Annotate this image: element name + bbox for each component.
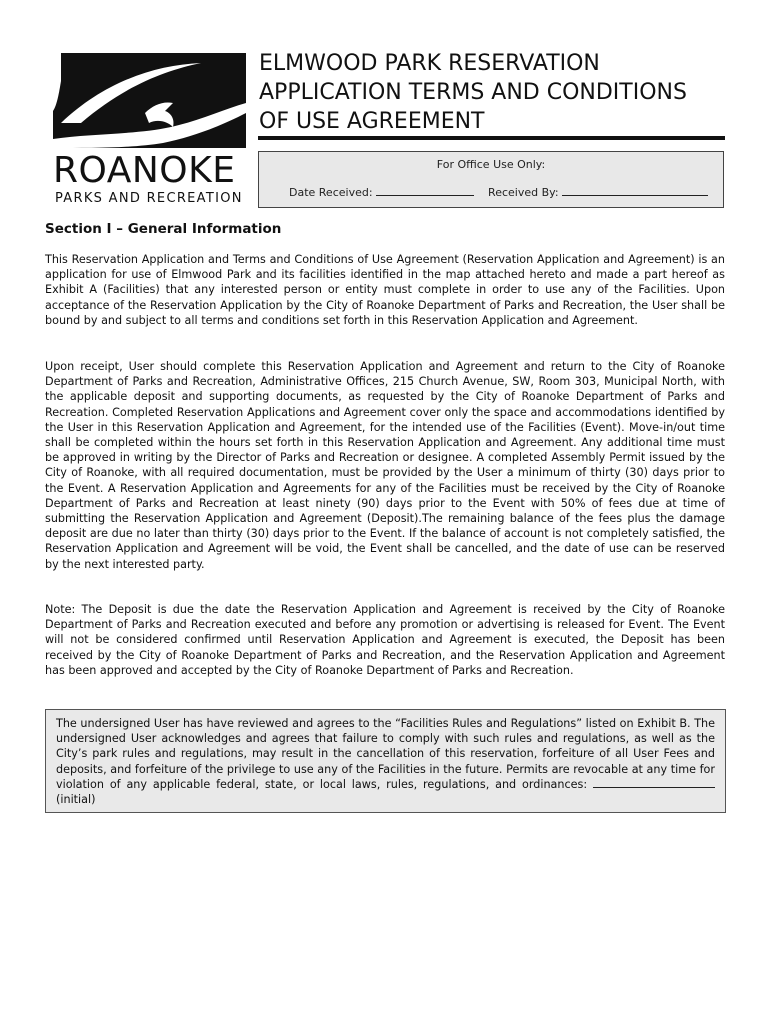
office-use-title: For Office Use Only: [436, 158, 546, 171]
logo-wordmark: ROANOKE [53, 150, 236, 191]
office-use-box [258, 151, 724, 208]
date-received-label: Date Received: [289, 186, 373, 199]
paragraph-2: Upon receipt, User should complete this Reservation Application and Agreement and return to the City of Roanoke Department of Parks and Recreation, Administrative Offices, 215 Church Avenue, SW, Room 303, Municipal North, with the applicable deposit and supporting documents, as requested by the City of Roanoke Department of Parks and Recreation. Completed Reservation Applications and Agreement cover only the space and accommodations identified by the User in this Reservation Application and Agreement, for the intended use of the Facilities (Event). Move-in/out time shall be completed within the hours set forth in this Reservation Application and Agreement. Any additional time must be approved in writing by the Director of Parks and Recreation or designee. A completed Assembly Permit issued by the City of Roanoke, with all required documentation, must be provided by the User a minimum of thirty (30) days prior to the Event. A Reservation Application and Agreements for any of the Facilities must be received by the City of Roanoke Department of Parks and Recreation at least ninety (90) days prior to the Event with 50% of fees due at time of submitting the Reservation Application and Agreement (Deposit).The remaining balance of the fees plus the damage deposit are due no later than thirty (30) days prior to the Event. If the balance of account is not completely satisfied, the Reservation Application and Agreement will be void, the Event shall be cancelled, and the date of use can be reserved by the next interested party. [45, 360, 725, 571]
section-heading: Section I – General Information [45, 221, 282, 237]
received-by-field[interactable] [562, 185, 708, 196]
paragraph-3: Note: The Deposit is due the date the Reservation Application and Agreement is received by the City of Roanoke Department of Parks and Recreation executed and before any promotion or advertising is released for Event. The Event will not be considered confirmed until Reservation Application and Agreement is executed, the Deposit has been received by the City of Roanoke Department of Parks and Recreation, and the Reservation Application and Agreement has been approved and accepted by the City of Roanoke Department of Parks and Recreation. [45, 603, 725, 677]
title-line-1: ELMWOOD PARK RESERVATION [259, 51, 600, 76]
acknowledgement-box [45, 709, 726, 813]
acknowledgement-text: The undersigned User has have reviewed and agrees to the “Facilities Rules and Regulations” listed on Exhibit B. The undersigned User acknowledges and agrees that failure to comply with such rules and regulations, as well as the City’s park rules and regulations, may result in the cancellation of this reservation, forfeiture of all User Fees and deposits, and forfeiture of the privilege to use any of the Facilities in the future. Permits are revocable at any time for violation of any applicable federal, state, or local laws, rules, regulations, and ordinances: [56, 717, 715, 791]
initial-label: (initial) [56, 793, 96, 807]
document-title [259, 49, 687, 136]
roanoke-parks-logo [53, 53, 249, 208]
title-line-2: APPLICATION TERMS AND CONDITIONS [259, 80, 687, 105]
title-divider [258, 136, 725, 140]
office-use-fields [289, 185, 708, 199]
park-hill-swoosh-icon [53, 53, 246, 148]
paragraph-1: This Reservation Application and Terms and Conditions of Use Agreement (Reservation Application and Agreement) is an application for use of Elmwood Park and its facilities identified in the map attached hereto and made a part hereof as Exhibit A (Facilities) that any interested person or entity must complete in order to use any of the Facilities. Upon acceptance of the Reservation Application by the City of Roanoke Department of Parks and Recreation, the User shall be bound by and subject to all terms and conditions set forth in this Reservation Application and Agreement. [45, 253, 725, 327]
title-line-3: OF USE AGREEMENT [259, 109, 485, 134]
received-by-label: Received By: [488, 186, 559, 199]
date-received-field[interactable] [376, 185, 474, 196]
initial-field[interactable] [593, 777, 715, 788]
logo-subtitle: PARKS AND RECREATION [55, 191, 243, 206]
